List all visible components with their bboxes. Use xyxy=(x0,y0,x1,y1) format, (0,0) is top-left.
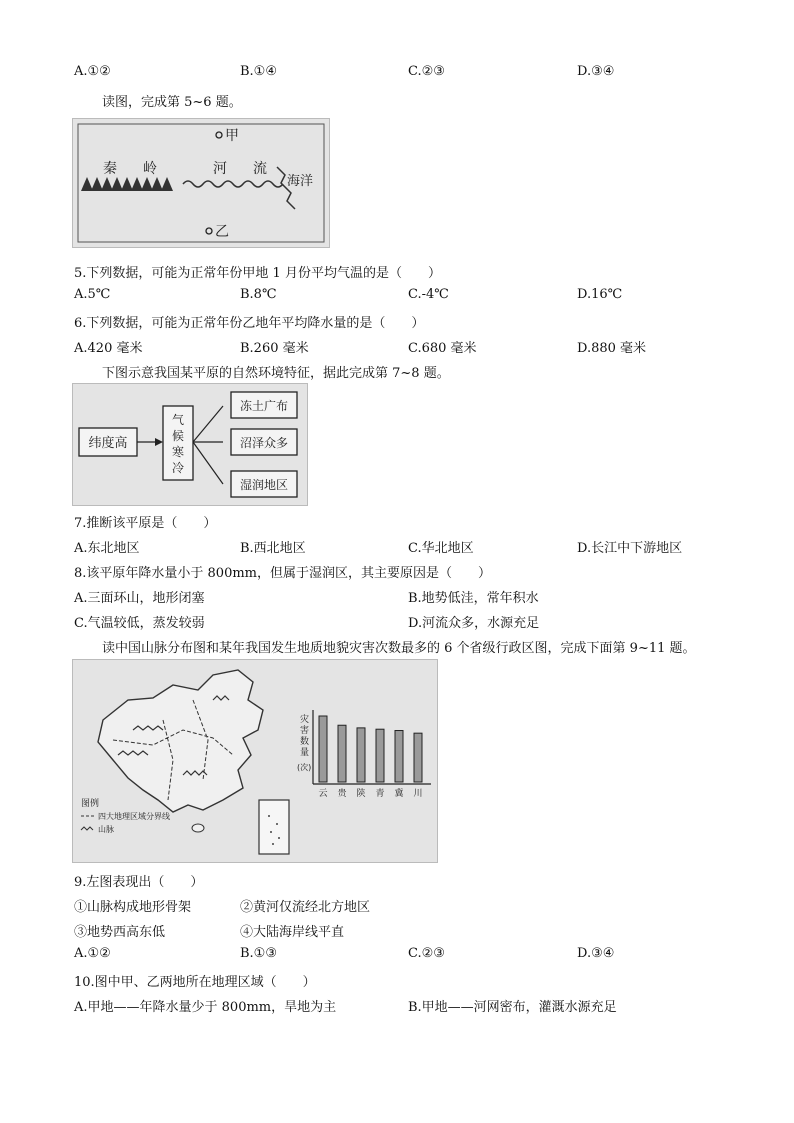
q5-option-d: D.16℃ xyxy=(577,287,623,302)
q5-option-b: B.8℃ xyxy=(240,287,277,302)
q7-option-a: A.东北地区 xyxy=(74,541,140,556)
label-permafrost: 冻土广布 xyxy=(239,399,289,413)
q7-option-b: B.西北地区 xyxy=(240,541,306,556)
bar-4 xyxy=(395,731,403,782)
mountain-symbols xyxy=(81,177,173,191)
q9-item-3: ③地势西高东低 xyxy=(74,925,166,940)
chart-ylabel-4: 量 xyxy=(300,748,310,758)
label-ocean: 海洋 xyxy=(287,174,314,189)
q9-item-2: ②黄河仅流经北方地区 xyxy=(240,900,371,915)
hainan-island xyxy=(192,824,204,832)
label-yi: 乙 xyxy=(215,224,229,240)
q6-stem: 6.下列数据，可能为正常年份乙地年平均降水量的是（ ） xyxy=(74,316,425,331)
q7-stem: 7.推断该平原是（ ） xyxy=(74,516,217,531)
label-ling: 岭 xyxy=(143,161,157,177)
bar-label-2: 陕 xyxy=(356,789,366,799)
legend-title: 图例 xyxy=(81,799,100,809)
figure-qinling-river xyxy=(72,118,330,248)
q9-option-c: C.②③ xyxy=(408,946,445,961)
q6-option-d: D.880 毫米 xyxy=(577,341,647,356)
figure-plain-diagram xyxy=(72,383,308,506)
label-climate-2: 候 xyxy=(171,429,185,443)
bar-label-0: 云 xyxy=(318,789,328,799)
label-swamp: 沼泽众多 xyxy=(239,436,289,450)
label-qin: 秦 xyxy=(103,161,117,177)
q8-option-a: A.三面环山，地形闭塞 xyxy=(74,591,205,606)
chart-ylabel-2: 害 xyxy=(300,726,310,736)
bar-label-3: 青 xyxy=(375,789,385,799)
legend-mountain-swatch xyxy=(81,827,93,830)
bar-2 xyxy=(357,728,365,782)
bar-label-5: 川 xyxy=(413,789,423,799)
arrow-2 xyxy=(193,406,223,442)
q5-stem: 5.下列数据，可能为正常年份甲地 1 月份平均气温的是（ ） xyxy=(74,266,441,281)
intro-7-8: 下图示意我国某平原的自然环境特征，据此完成第 7~8 题。 xyxy=(102,366,450,381)
q5-option-c: C.-4℃ xyxy=(408,287,449,302)
q9-option-d: D.③④ xyxy=(577,946,615,961)
intro-9-11: 读中国山脉分布图和某年我国发生地质地貌灾害次数最多的 6 个省级行政区图，完成下面第 9~11 题。 xyxy=(102,641,696,656)
q6-option-b: B.260 毫米 xyxy=(240,341,309,356)
q4-option-a: A.①② xyxy=(74,64,111,79)
bar-1 xyxy=(338,725,346,782)
q9-item-1: ①山脉构成地形骨架 xyxy=(74,900,192,915)
label-climate-1: 气 xyxy=(171,413,185,427)
label-liu: 流 xyxy=(253,161,267,177)
label-climate-4: 冷 xyxy=(171,461,185,475)
chart-ylabel-unit: (次) xyxy=(297,763,312,772)
q9-option-b: B.①③ xyxy=(240,946,277,961)
figure-china-map-chart xyxy=(72,659,438,863)
label-latitude: 纬度高 xyxy=(88,436,128,451)
q7-option-d: D.长江中下游地区 xyxy=(577,541,683,556)
q8-option-c: C.气温较低，蒸发较弱 xyxy=(74,616,205,631)
q9-item-4: ④大陆海岸线平直 xyxy=(240,925,345,940)
q8-stem: 8.该平原年降水量小于 800mm，但属于湿润区，其主要原因是（ ） xyxy=(74,566,492,581)
bar-chart xyxy=(297,710,431,799)
bar-5 xyxy=(414,733,422,782)
q4-option-b: B.①④ xyxy=(240,64,277,79)
legend-boundary-label: 四大地理区域分界线 xyxy=(98,812,170,821)
label-jia: 甲 xyxy=(225,128,239,144)
q10-option-a: A.甲地——年降水量少于 800mm，旱地为主 xyxy=(74,1000,337,1015)
q7-option-c: C.华北地区 xyxy=(408,541,474,556)
legend-mountain-label: 山脉 xyxy=(98,825,114,834)
q10-stem: 10.图中甲、乙两地所在地理区域（ ） xyxy=(74,975,316,990)
q6-option-a: A.420 毫米 xyxy=(74,341,143,356)
bar-0 xyxy=(319,716,327,782)
q8-option-b: B.地势低洼，常年积水 xyxy=(408,591,539,606)
south-sea-inset xyxy=(259,800,289,854)
bar-label-1: 贵 xyxy=(337,789,347,799)
chart-ylabel-3: 数 xyxy=(300,737,310,747)
intro-5-6: 读图，完成第 5~6 题。 xyxy=(102,95,242,110)
arrow-4 xyxy=(193,442,223,484)
label-climate-3: 寒 xyxy=(171,445,185,459)
label-he: 河 xyxy=(213,161,227,177)
q9-stem: 9.左图表现出（ ） xyxy=(74,875,204,890)
q10-option-b: B.甲地——河网密布，灌溉水源充足 xyxy=(408,1000,617,1015)
q5-option-a: A.5℃ xyxy=(74,287,111,302)
q9-option-a: A.①② xyxy=(74,946,111,961)
q4-option-c: C.②③ xyxy=(408,64,445,79)
point-jia xyxy=(216,132,222,138)
point-yi xyxy=(206,228,212,234)
q6-option-c: C.680 毫米 xyxy=(408,341,477,356)
chart-ylabel-1: 灾 xyxy=(300,715,310,725)
bar-label-4: 冀 xyxy=(394,789,404,799)
q4-option-d: D.③④ xyxy=(577,64,615,79)
label-humid: 湿润地区 xyxy=(239,478,289,492)
q8-option-d: D.河流众多，水源充足 xyxy=(408,616,540,631)
bar-3 xyxy=(376,729,384,782)
river-line xyxy=(183,181,283,187)
